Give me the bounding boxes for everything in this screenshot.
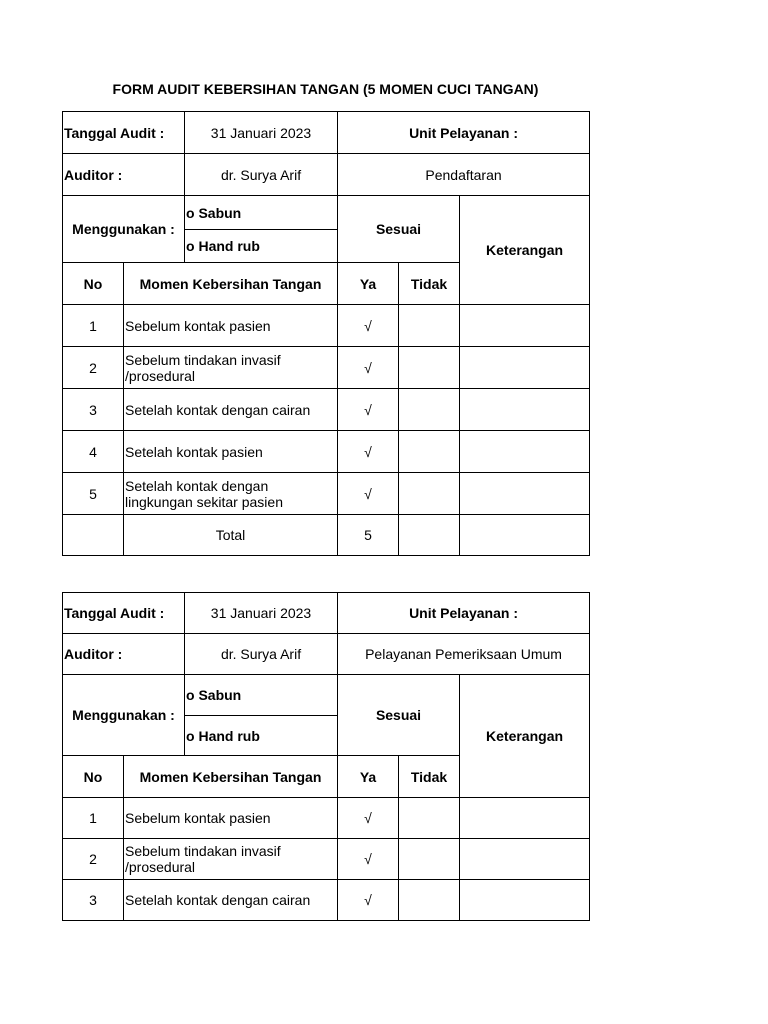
row-no: 1 (63, 798, 124, 839)
sesuai-header: Sesuai (338, 196, 460, 263)
table-row (63, 389, 590, 431)
row-no: 2 (63, 347, 124, 389)
unit-pelayanan-value: Pendaftaran (338, 154, 590, 196)
row-keterangan[interactable] (460, 839, 590, 880)
row-keterangan[interactable] (460, 305, 590, 347)
table-row (63, 305, 590, 347)
row-momen: Setelah kontak pasien (124, 431, 338, 473)
row-ya[interactable]: √ (338, 347, 399, 389)
row-keterangan[interactable] (460, 880, 590, 921)
row-ya[interactable]: √ (338, 880, 399, 921)
row-keterangan[interactable] (460, 347, 590, 389)
row-tidak[interactable] (399, 798, 460, 839)
row-ya[interactable]: √ (338, 473, 399, 515)
momen-header: Momen Kebersihan Tangan (124, 756, 338, 798)
menggunakan-label: Menggunakan : (63, 196, 185, 263)
row-no: 1 (63, 305, 124, 347)
row-ya[interactable]: √ (338, 389, 399, 431)
unit-pelayanan-label: Unit Pelayanan : (338, 112, 590, 154)
row-no: 5 (63, 473, 124, 515)
total-tidak-cell (399, 515, 460, 556)
row-momen: Sebelum tindakan invasif /prosedural (124, 839, 338, 880)
total-label: Total (124, 515, 338, 556)
row-ya[interactable]: √ (338, 798, 399, 839)
total-keterangan-cell (460, 515, 590, 556)
row-tidak[interactable] (399, 305, 460, 347)
option-sabun[interactable]: o Sabun (185, 675, 338, 716)
row-ya[interactable]: √ (338, 305, 399, 347)
tidak-header: Tidak (399, 756, 460, 798)
row-tidak[interactable] (399, 347, 460, 389)
row-momen: Setelah kontak dengan cairan (124, 389, 338, 431)
audit-form-1 (62, 111, 590, 556)
row-tidak[interactable] (399, 431, 460, 473)
tanggal-audit-label: Tanggal Audit : (63, 593, 185, 634)
no-header: No (63, 263, 124, 305)
tanggal-audit-value: 31 Januari 2023 (185, 112, 338, 154)
audit-form-2 (62, 592, 590, 921)
row-tidak[interactable] (399, 389, 460, 431)
keterangan-header: Keterangan (460, 196, 590, 305)
row-keterangan[interactable] (460, 431, 590, 473)
total-row (63, 515, 590, 556)
table-row (63, 347, 590, 389)
menggunakan-label: Menggunakan : (63, 675, 185, 756)
row-no: 3 (63, 389, 124, 431)
unit-pelayanan-label: Unit Pelayanan : (338, 593, 590, 634)
auditor-label: Auditor : (63, 634, 185, 675)
table-row (63, 431, 590, 473)
auditor-value: dr. Surya Arif (185, 634, 338, 675)
table-row (63, 839, 590, 880)
row-tidak[interactable] (399, 839, 460, 880)
table-row (63, 798, 590, 839)
total-value: 5 (338, 515, 399, 556)
auditor-value: dr. Surya Arif (185, 154, 338, 196)
row-tidak[interactable] (399, 473, 460, 515)
table-row (63, 880, 590, 921)
sesuai-header: Sesuai (338, 675, 460, 756)
row-momen: Sebelum tindakan invasif /prosedural (124, 347, 338, 389)
tanggal-audit-label: Tanggal Audit : (63, 112, 185, 154)
row-ya[interactable]: √ (338, 431, 399, 473)
total-no-cell (63, 515, 124, 556)
momen-header: Momen Kebersihan Tangan (124, 263, 338, 305)
row-ya[interactable]: √ (338, 839, 399, 880)
row-no: 2 (63, 839, 124, 880)
option-sabun[interactable]: o Sabun (185, 196, 338, 230)
row-momen: Sebelum kontak pasien (124, 798, 338, 839)
table-row (63, 473, 590, 515)
unit-pelayanan-value: Pelayanan Pemeriksaan Umum (338, 634, 590, 675)
row-momen: Setelah kontak dengan lingkungan sekitar pasien (124, 473, 338, 515)
tanggal-audit-value: 31 Januari 2023 (185, 593, 338, 634)
option-hand-rub[interactable]: o Hand rub (185, 230, 338, 263)
page-title: FORM AUDIT KEBERSIHAN TANGAN (5 MOMEN CUCI TANGAN) (112, 81, 539, 97)
tidak-header: Tidak (399, 263, 460, 305)
row-no: 3 (63, 880, 124, 921)
no-header: No (63, 756, 124, 798)
ya-header: Ya (338, 756, 399, 798)
ya-header: Ya (338, 263, 399, 305)
row-keterangan[interactable] (460, 473, 590, 515)
row-keterangan[interactable] (460, 389, 590, 431)
row-momen: Sebelum kontak pasien (124, 305, 338, 347)
keterangan-header: Keterangan (460, 675, 590, 798)
row-tidak[interactable] (399, 880, 460, 921)
row-momen: Setelah kontak dengan cairan (124, 880, 338, 921)
auditor-label: Auditor : (63, 154, 185, 196)
option-hand-rub[interactable]: o Hand rub (185, 716, 338, 756)
row-keterangan[interactable] (460, 798, 590, 839)
row-no: 4 (63, 431, 124, 473)
